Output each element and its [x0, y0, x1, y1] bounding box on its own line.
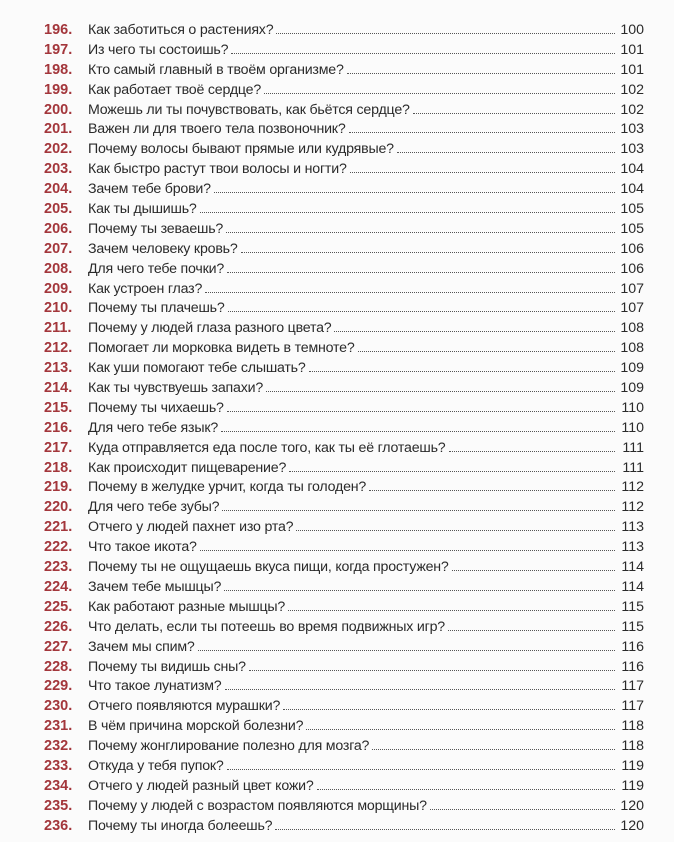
toc-entry [44, 261, 644, 281]
entry-number: 230. [44, 698, 73, 715]
toc-entry [44, 62, 644, 82]
table-of-contents [44, 22, 644, 838]
page-number: 118 [621, 738, 644, 755]
entry-number: 222. [44, 539, 73, 556]
entry-title: Важен ли для твоего тела позвоночник? [88, 121, 346, 138]
entry-title: Кто самый главный в твоём организме? [88, 61, 344, 78]
toc-entry [44, 499, 644, 519]
toc-entry [44, 599, 644, 619]
toc-entry [44, 141, 644, 161]
page-number: 103 [620, 141, 644, 158]
entry-title: Как быстро растут твои волосы и ногти? [88, 161, 347, 178]
toc-entry [44, 678, 644, 698]
entry-number: 232. [44, 738, 73, 755]
page-number: 114 [621, 559, 644, 576]
page-number: 105 [620, 201, 644, 218]
dot-leader [430, 809, 615, 810]
toc-entry [44, 659, 644, 679]
toc-entry [44, 42, 644, 62]
entry-number: 212. [44, 340, 73, 357]
entry-number: 207. [44, 240, 73, 257]
entry-number: 217. [44, 439, 73, 456]
toc-entry [44, 82, 644, 102]
entry-number: 233. [44, 757, 73, 774]
entry-title: Как ты дышишь? [88, 201, 197, 218]
dot-leader [214, 192, 615, 193]
toc-entry [44, 440, 644, 460]
entry-title: Как происходит пищеварение? [88, 459, 287, 476]
page-number: 110 [621, 399, 644, 416]
entry-number: 225. [44, 598, 73, 615]
page-number: 103 [620, 121, 644, 138]
entry-number: 218. [44, 459, 73, 476]
entry-title: Почему жонглирование полезно для мозга? [88, 738, 370, 755]
toc-entry [44, 102, 644, 122]
entry-number: 221. [44, 519, 73, 536]
entry-title: Для чего тебе почки? [88, 260, 225, 277]
entry-title: Почему ты плачешь? [88, 300, 225, 317]
entry-number: 219. [44, 479, 73, 496]
page-number: 114 [621, 578, 644, 595]
entry-title: Как заботиться о растениях? [88, 22, 274, 38]
entry-title: Отчего у людей пахнет изо рта? [88, 519, 294, 536]
entry-title: Почему ты не ощущаешь вкуса пищи, когда простужен? [88, 559, 449, 576]
page-number: 102 [620, 101, 644, 118]
page-number: 102 [620, 81, 644, 98]
entry-title: Из чего ты состоишь? [88, 41, 229, 58]
page-number: 113 [621, 519, 644, 536]
dot-leader [369, 490, 615, 491]
toc-entry [44, 818, 644, 838]
entry-number: 235. [44, 797, 73, 814]
toc-entry [44, 300, 644, 320]
dot-leader [347, 73, 615, 74]
entry-title: Как уши помогают тебе слышать? [88, 360, 306, 377]
page-number: 108 [620, 340, 644, 357]
entry-number: 236. [44, 817, 73, 834]
toc-entry [44, 479, 644, 499]
dot-leader [448, 630, 615, 631]
toc-entry [44, 360, 644, 380]
dot-leader [349, 132, 615, 133]
entry-number: 210. [44, 300, 73, 317]
entry-number: 205. [44, 201, 73, 218]
dot-leader [225, 689, 615, 690]
toc-entry [44, 340, 644, 360]
entry-title: Зачем человеку кровь? [88, 240, 238, 257]
entry-number: 220. [44, 499, 73, 516]
entry-number: 206. [44, 220, 73, 237]
entry-title: Как устроен глаз? [88, 280, 203, 297]
entry-number: 196. [44, 22, 73, 38]
dot-leader [224, 590, 615, 591]
page-number: 109 [620, 380, 644, 397]
entry-number: 209. [44, 280, 73, 297]
entry-number: 200. [44, 101, 73, 118]
toc-entry [44, 778, 644, 798]
entry-number: 197. [44, 41, 73, 58]
page-number: 101 [620, 41, 644, 58]
page-number: 109 [620, 360, 644, 377]
dot-leader [222, 510, 615, 511]
toc-entry [44, 639, 644, 659]
entry-number: 214. [44, 380, 73, 397]
toc-entry [44, 619, 644, 639]
dot-leader [413, 113, 615, 114]
entry-number: 226. [44, 618, 73, 635]
entry-title: Отчего появляются мурашки? [88, 698, 281, 715]
entry-title: Почему у людей глаза разного цвета? [88, 320, 332, 337]
toc-entry [44, 320, 644, 340]
page-number: 118 [621, 718, 644, 735]
toc-entry [44, 121, 644, 141]
toc-entry [44, 579, 644, 599]
page-number: 112 [621, 499, 644, 516]
entry-title: Что такое икота? [88, 539, 197, 556]
toc-entry [44, 798, 644, 818]
page-number: 119 [621, 757, 644, 774]
dot-leader [227, 272, 615, 273]
entry-title: Зачем тебе мышцы? [88, 578, 222, 595]
dot-leader [283, 709, 615, 710]
toc-entry [44, 161, 644, 181]
dot-leader [306, 729, 615, 730]
entry-title: Почему волосы бывают прямые или кудрявые? [88, 141, 394, 158]
entry-number: 228. [44, 658, 73, 675]
toc-entry [44, 22, 644, 42]
entry-number: 202. [44, 141, 73, 158]
toc-entry [44, 400, 644, 420]
entry-number: 201. [44, 121, 73, 138]
dot-leader [241, 252, 615, 253]
entry-title: Как работает твоё сердце? [88, 81, 262, 98]
dot-leader [200, 550, 615, 551]
toc-entry [44, 738, 644, 758]
dot-leader [221, 431, 615, 432]
dot-leader [231, 53, 615, 54]
entry-title: Для чего тебе зубы? [88, 499, 220, 516]
entry-number: 229. [44, 678, 73, 695]
page-number: 117 [621, 698, 644, 715]
dot-leader [198, 650, 615, 651]
dot-leader [226, 232, 615, 233]
entry-title: Почему ты зеваешь? [88, 220, 224, 237]
page-number: 105 [620, 220, 644, 237]
dot-leader [200, 212, 615, 213]
entry-title: Зачем тебе брови? [88, 181, 211, 198]
entry-title: Как ты чувствуешь запахи? [88, 380, 264, 397]
dot-leader [249, 670, 615, 671]
entry-number: 208. [44, 260, 73, 277]
entry-title: Почему ты иногда болеешь? [88, 817, 273, 834]
entry-number: 231. [44, 718, 73, 735]
page-number: 107 [620, 280, 644, 297]
entry-title: Зачем мы спим? [88, 638, 195, 655]
toc-entry [44, 201, 644, 221]
entry-number: 203. [44, 161, 73, 178]
dot-leader [334, 331, 615, 332]
entry-title: Что такое лунатизм? [88, 678, 222, 695]
page-number: 106 [620, 240, 644, 257]
entry-number: 234. [44, 777, 73, 794]
dot-leader [276, 33, 615, 34]
entry-title: Отчего у людей разный цвет кожи? [88, 777, 314, 794]
dot-leader [266, 391, 615, 392]
entry-title: Почему ты чихаешь? [88, 399, 224, 416]
entry-title: Почему ты видишь сны? [88, 658, 246, 675]
page-number: 119 [621, 777, 644, 794]
page-number: 116 [621, 658, 644, 675]
page-number: 117 [621, 678, 644, 695]
toc-entry [44, 718, 644, 738]
page-number: 110 [621, 419, 644, 436]
page-number: 106 [620, 260, 644, 277]
dot-leader [227, 411, 615, 412]
toc-entry [44, 758, 644, 778]
toc-entry [44, 420, 644, 440]
dot-leader [264, 93, 615, 94]
dot-leader [358, 351, 615, 352]
entry-title: Помогает ли морковка видеть в темноте? [88, 340, 355, 357]
page-number: 116 [621, 638, 644, 655]
page-number: 104 [620, 161, 644, 178]
dot-leader [205, 292, 615, 293]
entry-title: Куда отправляется еда после того, как ты её глотаешь? [88, 439, 446, 456]
page-number: 112 [621, 479, 644, 496]
page-number: 107 [620, 300, 644, 317]
entry-title: Как работают разные мышцы? [88, 598, 286, 615]
page-number: 100 [620, 22, 644, 38]
dot-leader [288, 610, 615, 611]
page-number: 111 [622, 439, 644, 456]
entry-title: В чём причина морской болезни? [88, 718, 304, 735]
dot-leader [309, 371, 615, 372]
entry-number: 223. [44, 559, 73, 576]
page-number: 120 [620, 797, 644, 814]
toc-entry [44, 539, 644, 559]
page-number: 115 [621, 598, 644, 615]
page-number: 120 [620, 817, 644, 834]
entry-title: Почему у людей с возрастом появляются морщины? [88, 797, 427, 814]
entry-number: 216. [44, 419, 73, 436]
entry-number: 198. [44, 61, 73, 78]
dot-leader [275, 829, 615, 830]
page-number: 108 [620, 320, 644, 337]
page-number: 101 [620, 61, 644, 78]
dot-leader [452, 570, 615, 571]
toc-entry [44, 460, 644, 480]
page-number: 115 [621, 618, 644, 635]
toc-entry [44, 380, 644, 400]
entry-number: 204. [44, 181, 73, 198]
toc-entry [44, 241, 644, 261]
dot-leader [228, 311, 615, 312]
toc-entry [44, 698, 644, 718]
page-number: 111 [622, 459, 644, 476]
entry-title: Можешь ли ты почувствовать, как бьётся сердце? [88, 101, 410, 118]
page-number: 104 [620, 181, 644, 198]
dot-leader [296, 530, 615, 531]
entry-title: Откуда у тебя пупок? [88, 757, 224, 774]
dot-leader [317, 789, 615, 790]
entry-number: 199. [44, 81, 73, 98]
dot-leader [289, 471, 615, 472]
dot-leader [397, 152, 615, 153]
entry-title: Что делать, если ты потеешь во время подвижных игр? [88, 618, 445, 635]
entry-number: 213. [44, 360, 73, 377]
toc-entry [44, 221, 644, 241]
entry-number: 211. [44, 320, 72, 337]
toc-entry [44, 181, 644, 201]
dot-leader [227, 769, 615, 770]
entry-title: Для чего тебе язык? [88, 419, 219, 436]
dot-leader [372, 749, 615, 750]
toc-entry [44, 281, 644, 301]
entry-number: 227. [44, 638, 73, 655]
toc-entry [44, 559, 644, 579]
dot-leader [449, 451, 616, 452]
dot-leader [350, 172, 615, 173]
page-number: 113 [621, 539, 644, 556]
entry-title: Почему в желудке урчит, когда ты голоден? [88, 479, 367, 496]
entry-number: 224. [44, 578, 73, 595]
entry-number: 215. [44, 399, 73, 416]
toc-entry [44, 519, 644, 539]
